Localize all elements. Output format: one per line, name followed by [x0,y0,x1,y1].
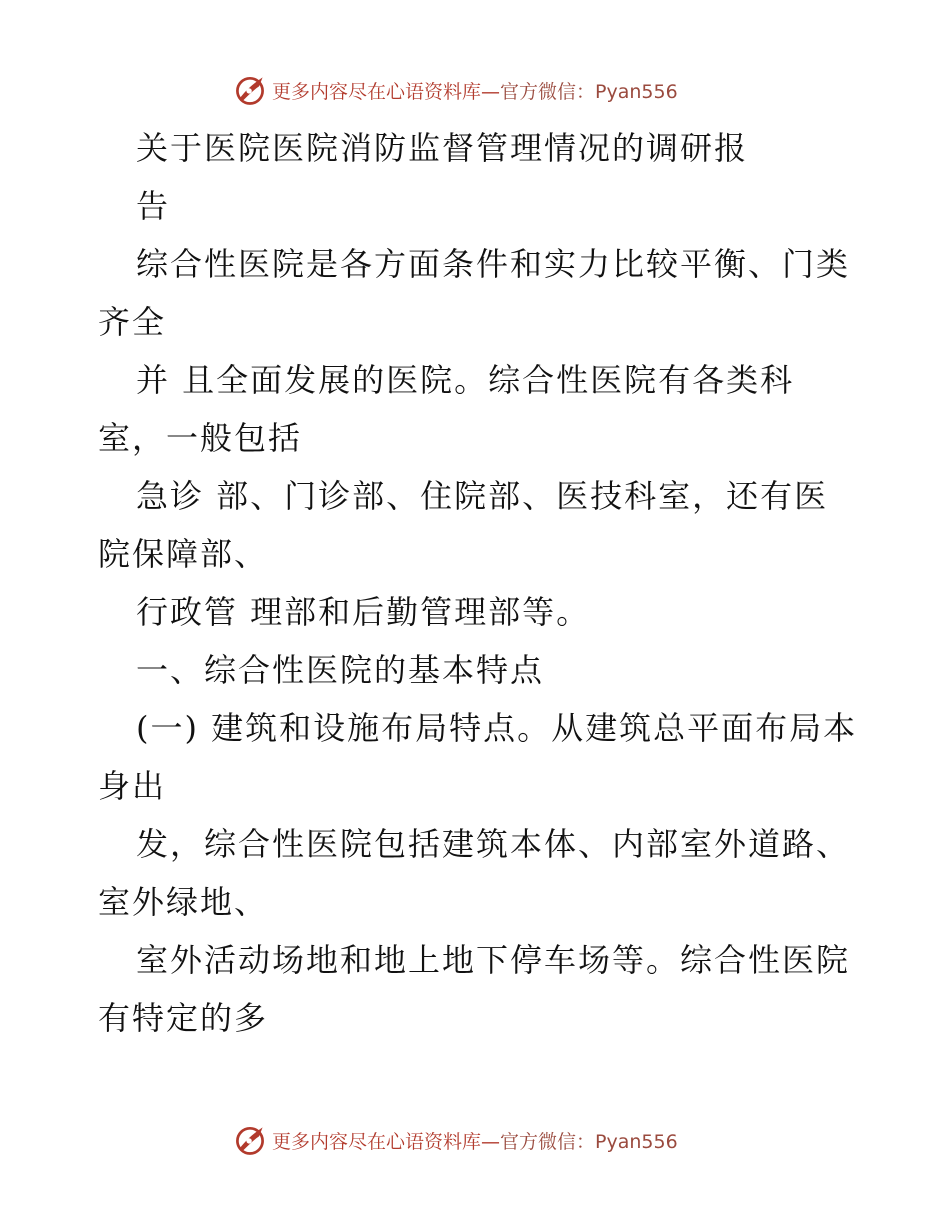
doc-paragraph-line: 身出 [98,767,167,805]
doc-paragraph-line: 齐全 [98,303,167,341]
doc-paragraph-line: 综合性医院是各方面条件和实力比较平衡、门类 [136,245,851,283]
doc-section-heading: 一、综合性医院的基本特点 [136,651,545,689]
banner-wechat: 官方微信：Pyan556 [500,80,678,103]
header-banner [232,70,678,110]
doc-paragraph-line: 行政管 理部和后勤管理部等。 [136,593,591,631]
banner-dash: — [481,80,501,103]
pen-nib-logo-icon [232,72,268,108]
doc-title-line-2: 告 [136,187,171,225]
banner-dash: — [481,1130,501,1153]
doc-paragraph-line: 院保障部、 [98,535,269,573]
doc-subsection-line: (一) 建筑和设施布局特点。从建筑总平面布局本 [136,709,858,747]
footer-banner [232,1120,678,1160]
doc-paragraph-line: 室外活动场地和地上地下停车场等。综合性医院 [136,941,851,979]
doc-paragraph-line: 有特定的多 [98,999,269,1037]
banner-site-name: 更多内容尽在心语资料库 [272,80,482,103]
doc-paragraph-line: 并 且全面发展的医院。综合性医院有各类科 [136,361,795,399]
doc-paragraph-line: 急诊 部、门诊部、住院部、医技科室，还有医 [136,477,829,515]
banner-text [272,77,678,104]
doc-paragraph-line: 室，一般包括 [98,419,303,457]
doc-paragraph-line: 发，综合性医院包括建筑本体、内部室外道路、 [136,825,851,863]
pen-nib-logo-icon [232,1122,268,1158]
banner-text [272,1127,678,1154]
doc-title-line-1: 关于医院医院消防监督管理情况的调研报 [136,129,749,167]
banner-site-name: 更多内容尽在心语资料库 [272,1130,482,1153]
doc-paragraph-line: 室外绿地、 [98,883,269,921]
banner-wechat: 官方微信：Pyan556 [500,1130,678,1153]
